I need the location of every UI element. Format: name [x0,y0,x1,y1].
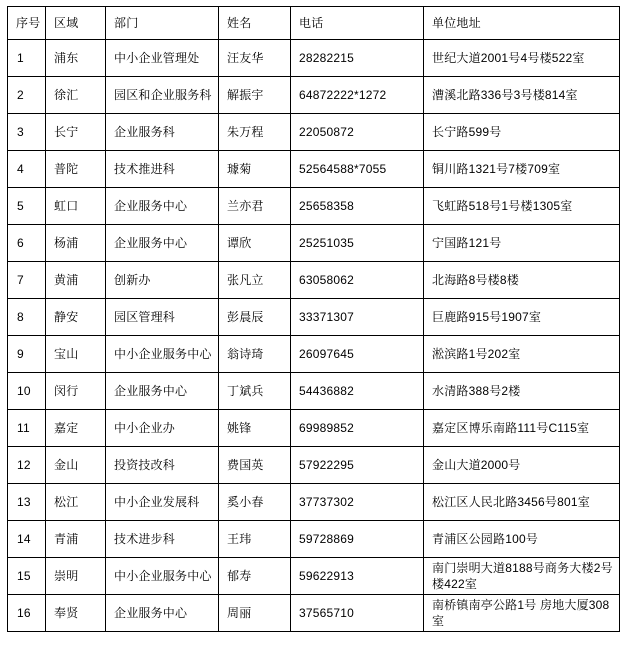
cell-name: 丁斌兵 [219,373,291,410]
cell-name: 费国英 [219,447,291,484]
cell-area: 青浦 [46,521,106,558]
cell-phone: 64872222*1272 [291,77,424,114]
cell-index: 11 [8,410,46,447]
cell-name: 彭晨辰 [219,299,291,336]
cell-phone: 52564588*7055 [291,151,424,188]
table-row [8,484,620,521]
cell-area: 松江 [46,484,106,521]
cell-address: 南桥镇南亭公路1号 房地大厦308室 [424,595,620,632]
cell-area: 杨浦 [46,225,106,262]
cell-phone: 59622913 [291,558,424,595]
cell-phone: 37737302 [291,484,424,521]
cell-index: 8 [8,299,46,336]
table-row [8,77,620,114]
cell-address: 青浦区公园路100号 [424,521,620,558]
cell-address: 水清路388号2楼 [424,373,620,410]
contact-directory-table [7,6,620,632]
cell-address: 巨鹿路915号1907室 [424,299,620,336]
cell-name: 周丽 [219,595,291,632]
cell-index: 12 [8,447,46,484]
cell-dept: 企业服务中心 [106,595,219,632]
cell-area: 虹口 [46,188,106,225]
cell-dept: 中小企业服务中心 [106,336,219,373]
table-row [8,336,620,373]
cell-name: 兰亦君 [219,188,291,225]
cell-area: 奉贤 [46,595,106,632]
cell-dept: 中小企业管理处 [106,40,219,77]
cell-phone: 63058062 [291,262,424,299]
cell-name: 汪友华 [219,40,291,77]
cell-index: 15 [8,558,46,595]
cell-address: 宁国路121号 [424,225,620,262]
column-header-index: 序号 [8,7,46,40]
cell-name: 璩菊 [219,151,291,188]
cell-area: 浦东 [46,40,106,77]
cell-address: 长宁路599号 [424,114,620,151]
cell-dept: 企业服务中心 [106,225,219,262]
cell-name: 姚锋 [219,410,291,447]
cell-phone: 26097645 [291,336,424,373]
cell-name: 解振宇 [219,77,291,114]
table-row [8,299,620,336]
cell-index: 13 [8,484,46,521]
cell-area: 徐汇 [46,77,106,114]
column-header-phone: 电话 [291,7,424,40]
cell-address: 南门崇明大道8188号商务大楼2号楼422室 [424,558,620,595]
cell-phone: 54436882 [291,373,424,410]
cell-area: 崇明 [46,558,106,595]
cell-phone: 28282215 [291,40,424,77]
cell-index: 16 [8,595,46,632]
cell-index: 6 [8,225,46,262]
cell-area: 黄浦 [46,262,106,299]
cell-index: 3 [8,114,46,151]
cell-name: 朱万程 [219,114,291,151]
cell-index: 5 [8,188,46,225]
cell-index: 10 [8,373,46,410]
cell-area: 金山 [46,447,106,484]
table-row [8,447,620,484]
cell-address: 铜川路1321号7楼709室 [424,151,620,188]
cell-dept: 园区管理科 [106,299,219,336]
cell-dept: 企业服务科 [106,114,219,151]
table-row [8,40,620,77]
cell-phone: 25251035 [291,225,424,262]
table-row [8,595,620,632]
cell-phone: 33371307 [291,299,424,336]
cell-address: 世纪大道2001号4号楼522室 [424,40,620,77]
cell-phone: 69989852 [291,410,424,447]
table-row [8,262,620,299]
cell-address: 嘉定区博乐南路111号C115室 [424,410,620,447]
cell-address: 淞滨路1号202室 [424,336,620,373]
cell-name: 张凡立 [219,262,291,299]
cell-index: 4 [8,151,46,188]
cell-dept: 创新办 [106,262,219,299]
cell-address: 飞虹路518号1号楼1305室 [424,188,620,225]
table-row [8,558,620,595]
cell-index: 9 [8,336,46,373]
column-header-address: 单位地址 [424,7,620,40]
cell-area: 闵行 [46,373,106,410]
cell-dept: 技术推进科 [106,151,219,188]
cell-address: 松江区人民北路3456号801室 [424,484,620,521]
cell-dept: 园区和企业服务科 [106,77,219,114]
cell-phone: 25658358 [291,188,424,225]
cell-index: 2 [8,77,46,114]
cell-index: 14 [8,521,46,558]
table-row [8,410,620,447]
cell-area: 嘉定 [46,410,106,447]
cell-dept: 企业服务中心 [106,373,219,410]
cell-dept: 投资技改科 [106,447,219,484]
cell-name: 谭欣 [219,225,291,262]
table-row [8,188,620,225]
cell-index: 1 [8,40,46,77]
column-header-area: 区域 [46,7,106,40]
cell-address: 漕溪北路336号3号楼814室 [424,77,620,114]
table-header-row [8,7,620,40]
cell-phone: 22050872 [291,114,424,151]
cell-phone: 59728869 [291,521,424,558]
cell-area: 静安 [46,299,106,336]
cell-dept: 企业服务中心 [106,188,219,225]
cell-address: 金山大道2000号 [424,447,620,484]
table-row [8,225,620,262]
cell-phone: 37565710 [291,595,424,632]
table-row [8,373,620,410]
cell-dept: 中小企业发展科 [106,484,219,521]
cell-name: 奚小春 [219,484,291,521]
table-row [8,151,620,188]
cell-dept: 中小企业办 [106,410,219,447]
cell-address: 北海路8号楼8楼 [424,262,620,299]
table-row [8,521,620,558]
cell-area: 长宁 [46,114,106,151]
column-header-name: 姓名 [219,7,291,40]
cell-area: 宝山 [46,336,106,373]
cell-index: 7 [8,262,46,299]
cell-name: 郁寿 [219,558,291,595]
cell-phone: 57922295 [291,447,424,484]
cell-name: 王玮 [219,521,291,558]
table-row [8,114,620,151]
cell-dept: 中小企业服务中心 [106,558,219,595]
cell-area: 普陀 [46,151,106,188]
cell-name: 翁诗琦 [219,336,291,373]
cell-dept: 技术进步科 [106,521,219,558]
column-header-dept: 部门 [106,7,219,40]
